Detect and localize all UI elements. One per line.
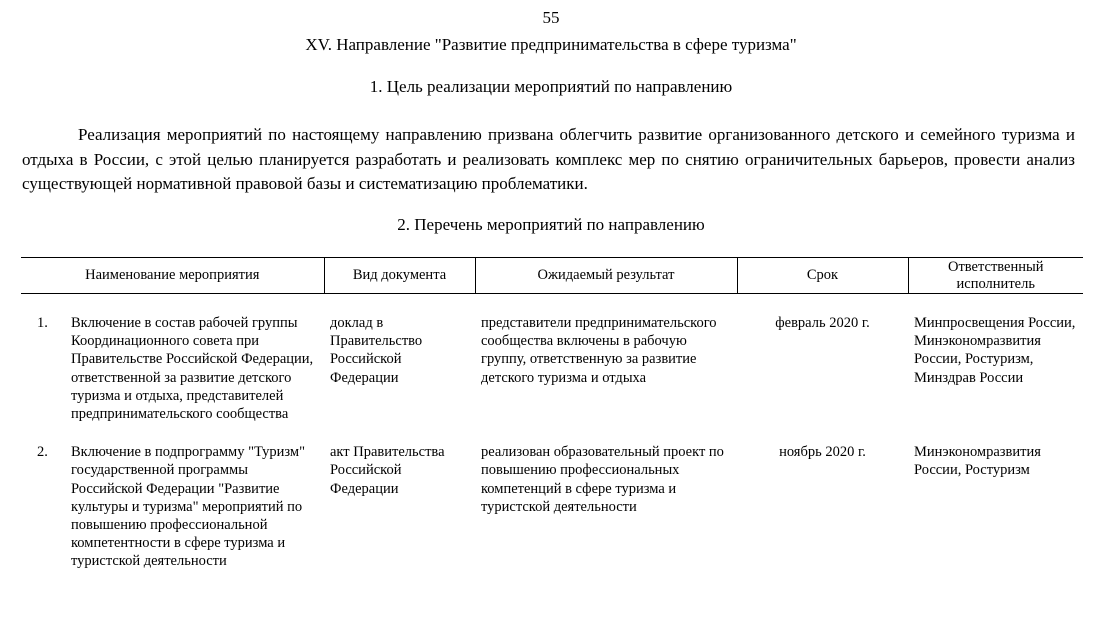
row-name-cell	[21, 294, 324, 424]
row-name: Включение в подпрограмму "Туризм" государственной программы Российской Федерации "Развитие культуры и туризма" мероприятий по повышению профессиональной компетентности в сфере туризма и туристской деятельности	[71, 444, 306, 570]
row-number: 1.	[37, 315, 48, 331]
header-doc-type: Вид документа	[324, 258, 475, 294]
header-name: Наименование мероприятия	[21, 258, 324, 294]
events-table	[21, 257, 1083, 571]
row-result: реализован образовательный проект по повышению профессиональных компетенций в сфере туризма и туристской деятельности	[481, 444, 724, 515]
table-header-row	[21, 258, 1083, 294]
row-doc-type: акт Правительства Российской Федерации	[330, 444, 445, 497]
section-title: XV. Направление "Развитие предпринимательства в сфере туризма"	[305, 35, 797, 54]
page-number: 55	[542, 8, 560, 27]
row-doc-type: доклад в Правительство Российской Федерации	[330, 315, 423, 386]
row-name-cell	[21, 423, 324, 570]
row-number: 2.	[37, 444, 48, 461]
goal-paragraph: Реализация мероприятий по настоящему направлению призвана облегчить развитие организованного детского и семейного туризма и отдыха в России, с этой целью планируется разработать и реализовать комплекс мер по снятию ограничительных барьеров, провести анализ существующей нормативной правовой базы и систематизацию проблематики.	[22, 125, 1075, 193]
row-responsible: Минпросвещения России, Минэкономразвития России, Ростуризм, Минздрав России	[914, 315, 1076, 386]
row-deadline: ноябрь 2020 г.	[779, 444, 866, 461]
header-responsible: Ответственный исполнитель	[908, 258, 1083, 294]
table-row	[21, 294, 1083, 424]
table-row	[21, 423, 1083, 570]
list-heading: 2. Перечень мероприятий по направлению	[397, 215, 705, 234]
header-deadline: Срок	[737, 258, 908, 294]
row-result: представители предпринимательского сообщества включены в рабочую группу, ответственную за развитие детского туризма и отдыха	[481, 315, 717, 386]
row-name: Включение в состав рабочей группы Координационного совета при Правительстве Российской Федерации, ответственной за развитие детского туризма и отдыха, представителей предпринимательского сообщества	[71, 315, 314, 423]
header-result: Ожидаемый результат	[475, 258, 737, 294]
goal-heading: 1. Цель реализации мероприятий по направлению	[369, 77, 733, 96]
row-responsible: Минэкономразвития России, Ростуризм	[914, 444, 1041, 479]
row-deadline: февраль 2020 г.	[775, 315, 870, 331]
